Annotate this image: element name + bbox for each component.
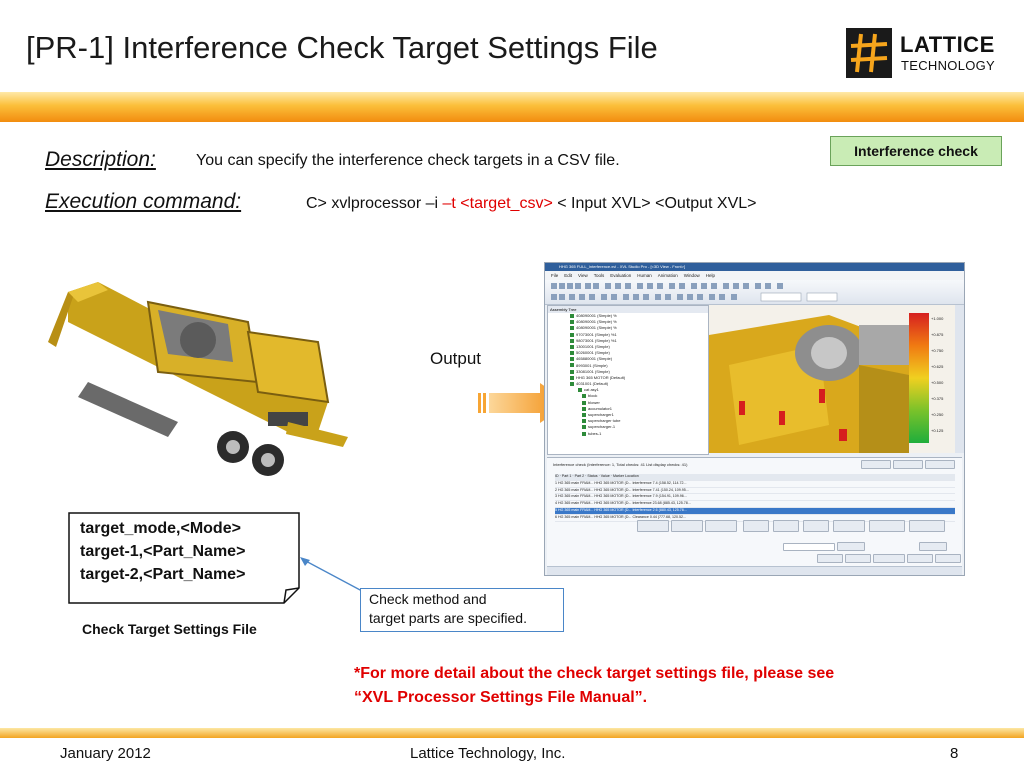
col-header: Status [587,474,598,478]
tree-row: 465880001 (Simple) [570,356,708,362]
app-action-button [637,520,669,532]
legend-value: +0.750 [931,348,944,353]
tree-row: cat asy1 [570,387,708,393]
legend-value: +0.500 [931,380,944,385]
result-row: 6 HG 365 main FRAM... HHG 365 MOTOR (D... Clearance 0.44 (777.68, 120.52... [555,515,955,522]
slide-title: [PR-1] Interference Check Target Settings File [26,30,658,65]
col-header: Part 2 [574,474,585,478]
result-table [555,474,955,522]
filter-option-button [925,460,955,469]
app-side-toolbar [955,305,964,453]
app-action-button [869,520,905,532]
note-line-2: “XVL Processor Settings File Manual”. [354,689,648,706]
menu-item: Human [637,273,652,278]
execution-command [306,195,757,213]
col-header: Marker Location [612,474,639,478]
command-suffix: < Input XVL> <Output XVL> [552,195,757,212]
app-action-button [803,520,829,532]
result-row: 4 HG 365 main FRAM... HHG 365 MOTOR (D... Interference 23.68 (885.43, 125.78... [555,501,955,508]
menu-item: File [551,273,559,278]
3d-view-panel [709,305,955,453]
menu-item: Tools [593,273,605,278]
lattice-logo-icon [846,28,892,78]
app-action-button [671,520,703,532]
legend-value: +1.000 [931,316,944,321]
tree-row: 50260001 (Simple) [570,350,708,356]
tree-title: Assembly Tree [548,306,708,313]
result-row: 3 HG 365 main FRAM... HHG 365 MOTOR (D... Interference 7.9 (154.91, 109.96... [555,494,955,501]
tree-row: 13001001 (Simple) [570,344,708,350]
callout-line-1: Check method and [369,591,487,607]
app-action-button [935,554,961,563]
app-status-tabs [547,566,962,576]
app-action-button [907,554,933,563]
description-label: Description: [45,148,156,171]
tree-row: 98073001 (Simple) %1 [570,338,708,344]
display-option-button [893,460,923,469]
header-divider-bar [0,92,1024,122]
app-action-button [837,542,865,551]
tree-row: supercharger1 [570,412,708,418]
menu-item: Evaluation [610,273,632,278]
callout-line-2: target parts are specified. [369,610,527,626]
result-header: Interference check (Interference: 1, Total checks: 41 List display checks: 41) [553,462,688,467]
app-combo [783,543,835,551]
tree-row: supercharger tube [570,418,708,424]
footer-divider-bar [0,728,1024,738]
color-legend-bar [909,313,929,443]
legend-value: +0.250 [931,412,944,417]
footer-date: January 2012 [60,745,151,762]
col-header: ID [555,474,559,478]
app-screenshot [544,262,965,576]
color-legend-values [931,311,943,439]
menu-item: Animation [657,273,678,278]
category-badge: Interference check [830,136,1002,166]
callout-box [360,588,564,632]
tree-row: 408090001 (Simple) % [570,325,708,331]
legend-value: +0.125 [931,428,944,433]
logo-name: LATTICE [900,32,995,57]
result-row-selected: 5 HG 365 main FRAM... HHG 365 MOTOR (D... Interference 2.6 (880.43, 125.78... [555,508,955,515]
app-action-button [705,520,737,532]
app-window-title: HHG 365 FULL_Interference.xvl - XVL Studio Pro - [<3D View - Front>] [545,263,964,271]
menu-item: Edit [564,273,573,278]
legend-value: +0.875 [931,332,944,337]
footer-page-number: 8 [950,745,959,762]
tree-row: 4031001 (Default) [570,381,708,387]
tree-row: blower [570,400,708,406]
footer-company: Lattice Technology, Inc. [410,745,566,762]
tree-row: 408090001 (Simple) % [570,313,708,319]
app-action-button [873,554,905,563]
description-text: You can specify the interference check targets in a CSV file. [196,152,620,169]
settings-file-caption: Check Target Settings File [82,621,257,637]
app-toolbar [545,280,964,305]
tree-row: supercharger-1 [570,424,708,430]
output-label: Output [430,349,482,368]
app-action-button [845,554,871,563]
legend-value: +0.375 [931,396,944,401]
tree-row: 8993001 (Simple) [570,363,708,369]
command-prefix: C> xvlprocessor –i [306,195,443,212]
col-header: Part 1 [561,474,572,478]
app-menubar [545,271,964,280]
tree-row: HHG 365 MOTOR (Default) [570,375,708,381]
tree-row: 408090001 (Simple) % [570,319,708,325]
settings-file-content: target_mode,<Mode> target-1,<Part_Name> target-2,<Part_Name> [80,520,246,583]
app-action-button [817,554,843,563]
display-part-button [861,460,891,469]
company-logo [846,28,996,80]
result-table-header: ID · Part 1 · Part 2 · Status · Value · Marker Location [555,474,955,481]
tree-row: tubes-1 [570,431,708,437]
col-header: Value [600,474,610,478]
execution-label: Execution command: [45,190,242,213]
app-action-button [743,520,769,532]
tree-row: accumulator1 [570,406,708,412]
app-action-button [909,520,945,532]
note-line-1: *For more detail about the check target settings file, please see [354,665,835,682]
result-row: 1 HG 365 main FRAM... HHG 365 MOTOR (D... Interference 7.4 (158.52, 114.72... [555,481,955,488]
result-row: 2 HG 365 main FRAM... HHG 365 MOTOR (D... Interference 7.41 (150.24, 109.95... [555,488,955,495]
tree-row: 97073001 (Simple) %1 [570,332,708,338]
menu-item: Help [705,273,716,278]
menu-item: View [578,273,588,278]
app-action-button [833,520,865,532]
callout-pointer [290,555,370,595]
app-action-button [773,520,799,532]
legend-value: +0.625 [931,364,944,369]
menu-item: Window [683,273,700,278]
app-action-button [919,542,947,551]
machine-model-image [28,262,358,482]
interference-result-panel [547,457,962,576]
command-target-flag: –t <target_csv> [442,195,553,212]
assembly-tree-panel [547,305,709,455]
logo-subtitle: TECHNOLOGY [901,58,996,73]
tree-row: block [570,393,708,399]
manual-note [354,662,834,710]
tree-row: 33081001 (Simple) [570,369,708,375]
